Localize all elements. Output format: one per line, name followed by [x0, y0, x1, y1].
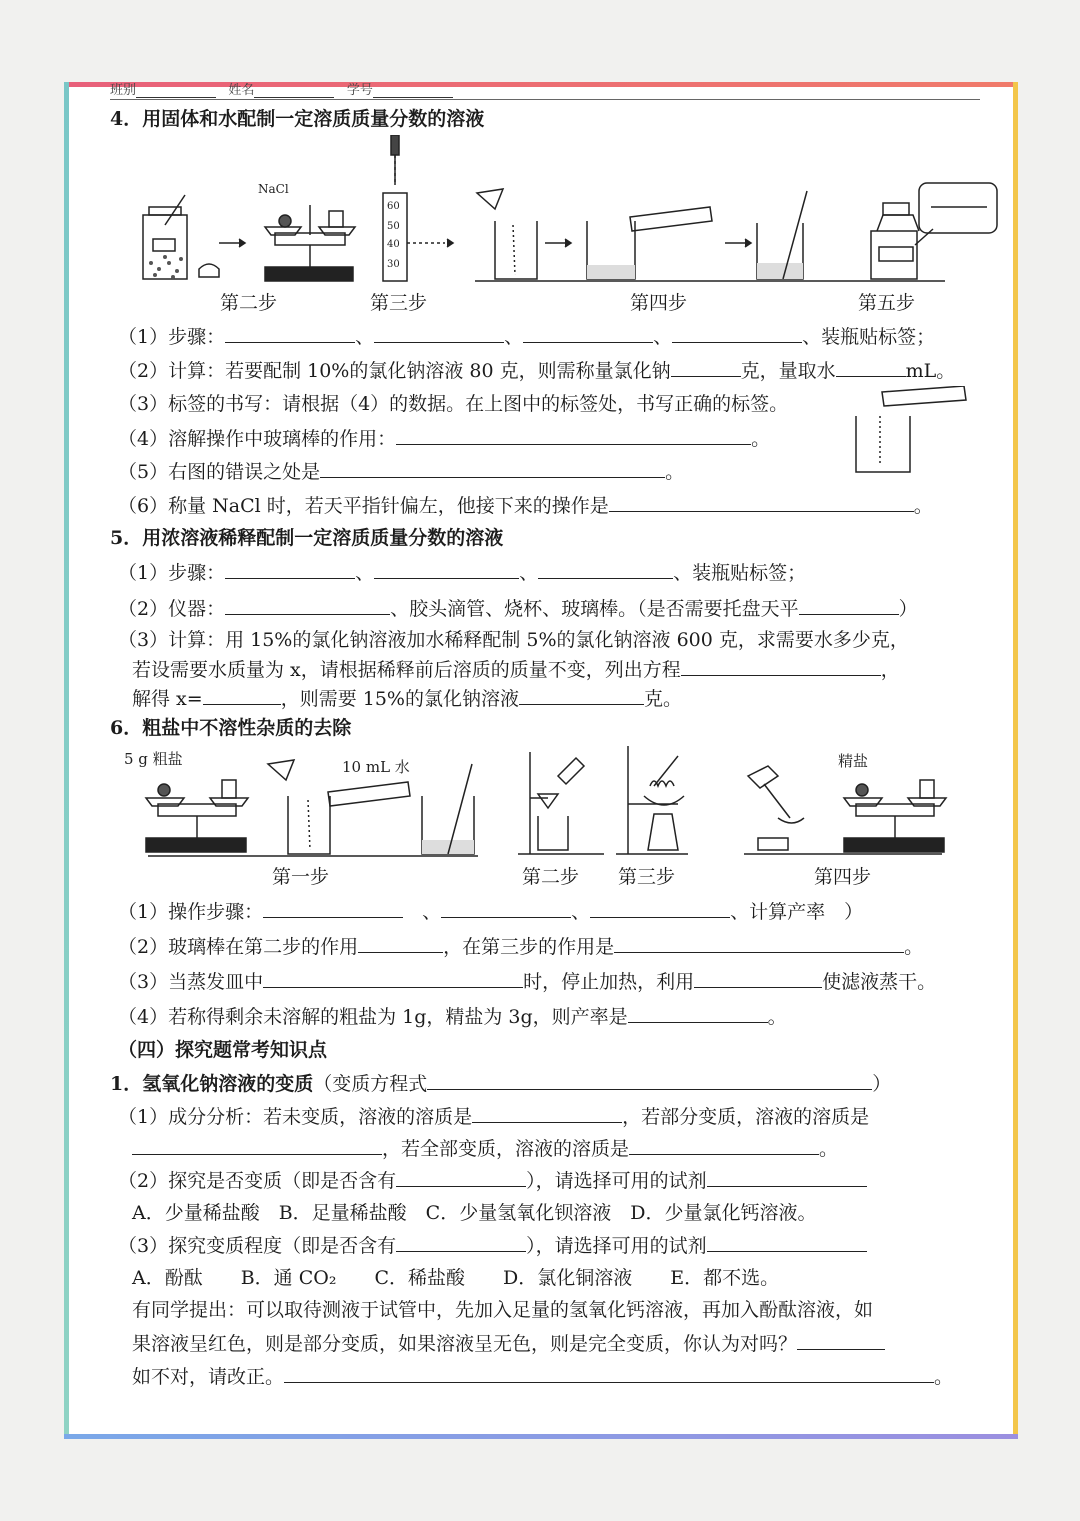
section5-title: 5．用浓溶液稀释配制一定溶质质量分数的溶液: [110, 527, 504, 549]
s7-p2: 果溶液呈红色，则是部分变质，如果溶液呈无色，则是完全变质，你认为对吗？: [132, 1331, 885, 1356]
fig-fine-label: 精盐: [838, 752, 869, 770]
svg-text:50: 50: [387, 221, 400, 232]
s6-q2: （2）玻璃棒在第二步的作用 ，在第三步的作用是 。: [118, 936, 924, 958]
s4-step-label: 第三步: [370, 292, 428, 314]
s4-q3: （3）标签的书写：请根据（4）的数据。在上图中的标签处，书写正确的标签。: [118, 393, 789, 415]
fig-nacl-label: NaCl: [258, 182, 289, 196]
s7-p1: 有同学提出：可以取待测液于试管中，先加入足量的氢氧化钙溶液，再加入酚酞溶液，如: [132, 1299, 874, 1321]
s4-q1: （1）步骤： 、 、 、 、装瓶贴标签；: [118, 326, 936, 348]
s6-q3: （3）当蒸发皿中 时，停止加热，利用 使滤液蒸干。: [118, 971, 937, 993]
s5-q3c: 解得 x= ，则需要 15%的氯化钠溶液 克。: [132, 688, 682, 710]
section7-title: （四）探究题常考知识点: [118, 1039, 328, 1061]
s6-step-label: 第一步: [272, 866, 330, 888]
s6-q1: （1）操作步骤： 、 、 、计算产率 ）: [118, 901, 864, 923]
svg-text:30: 30: [387, 259, 400, 270]
svg-text:60: 60: [387, 201, 400, 212]
header-divider: [110, 99, 980, 100]
s5-q3a: （3）计算：用 15%的氯化钠溶液加水稀释配制 5%的氯化钠溶液 600 克，求需要水多少克，: [118, 629, 909, 651]
s4-q5: （5）右图的错误之处是 。: [118, 461, 685, 483]
figure-salt-purification: [118, 746, 948, 858]
s7-q1b: ，若全部变质，溶液的溶质是 。: [132, 1136, 838, 1161]
s7-q3-options: A．酚酞 B．通 CO₂ C．稀盐酸 D．氯化铜溶液 E．都不选。: [132, 1267, 780, 1289]
figure-pour-error: [850, 386, 970, 476]
fig-salt-label: 5 g 粗盐: [124, 750, 183, 768]
svg-text:40: 40: [387, 239, 400, 250]
class-label: 班别: [110, 83, 137, 98]
id-label: 学号: [346, 83, 373, 98]
s6-q4: （4）若称得剩余未溶解的粗盐为 1g，精盐为 3g，则产率是 。: [118, 1006, 787, 1028]
s5-q3b: 若设需要水质量为 x，请根据稀释前后溶质的质量不变，列出方程 ，: [132, 659, 900, 681]
s4-step-label: 第四步: [630, 292, 688, 314]
s7-q2-options: A．少量稀盐酸 B．足量稀盐酸 C．少量氢氧化钡溶液 D．少量氯化钙溶液。: [132, 1202, 817, 1224]
border-right: [1013, 82, 1018, 1438]
s7-q3: （3）探究变质程度（即是否含有 ），请选择可用的试剂: [118, 1233, 867, 1258]
header-fields: [110, 79, 453, 98]
s7-p3: 如不对，请改正。 。: [132, 1366, 954, 1388]
s6-step-label: 第二步: [522, 866, 580, 888]
s4-step-label: 第五步: [858, 292, 916, 314]
s5-q1: （1）步骤： 、 、 、装瓶贴标签；: [118, 562, 807, 584]
s6-step-label: 第三步: [618, 866, 676, 888]
section6-title: 6．粗盐中不溶性杂质的去除: [110, 717, 352, 739]
name-field[interactable]: [254, 85, 334, 98]
id-field[interactable]: [373, 85, 453, 98]
figure-solution-prep: [125, 135, 1005, 285]
class-field[interactable]: [136, 85, 216, 98]
s7-q2: （2）探究是否变质（即是否含有 ），请选择可用的试剂: [118, 1168, 867, 1193]
s6-step-label: 第四步: [814, 866, 872, 888]
border-left: [64, 82, 69, 1438]
s4-q2: （2）计算：若要配制 10%的氯化钠溶液 80 克，则需称量氯化钠 克，量取水 mL。: [118, 360, 956, 382]
s7-q1a: （1）成分分析：若未变质，溶液的溶质是 ，若部分变质，溶液的溶质是: [118, 1106, 870, 1128]
name-label: 姓名: [228, 83, 255, 98]
fig-water-label: 10 mL 水: [342, 758, 410, 776]
s5-q2: （2）仪器： 、胶头滴管、烧杯、玻璃棒。（是否需要托盘天平 ）: [118, 598, 918, 620]
s4-q4: （4）溶解操作中玻璃棒的作用： 。: [118, 428, 771, 450]
border-bottom: [64, 1434, 1018, 1439]
s4-q6: （6）称量 NaCl 时，若天平指针偏左，他接下来的操作是 。: [118, 495, 933, 517]
s4-step-label: 第二步: [220, 292, 278, 314]
s7-sub: 1．氢氧化钠溶液的变质（变质方程式 ）: [110, 1073, 892, 1095]
section4-title: 4．用固体和水配制一定溶质质量分数的溶液: [110, 108, 485, 130]
